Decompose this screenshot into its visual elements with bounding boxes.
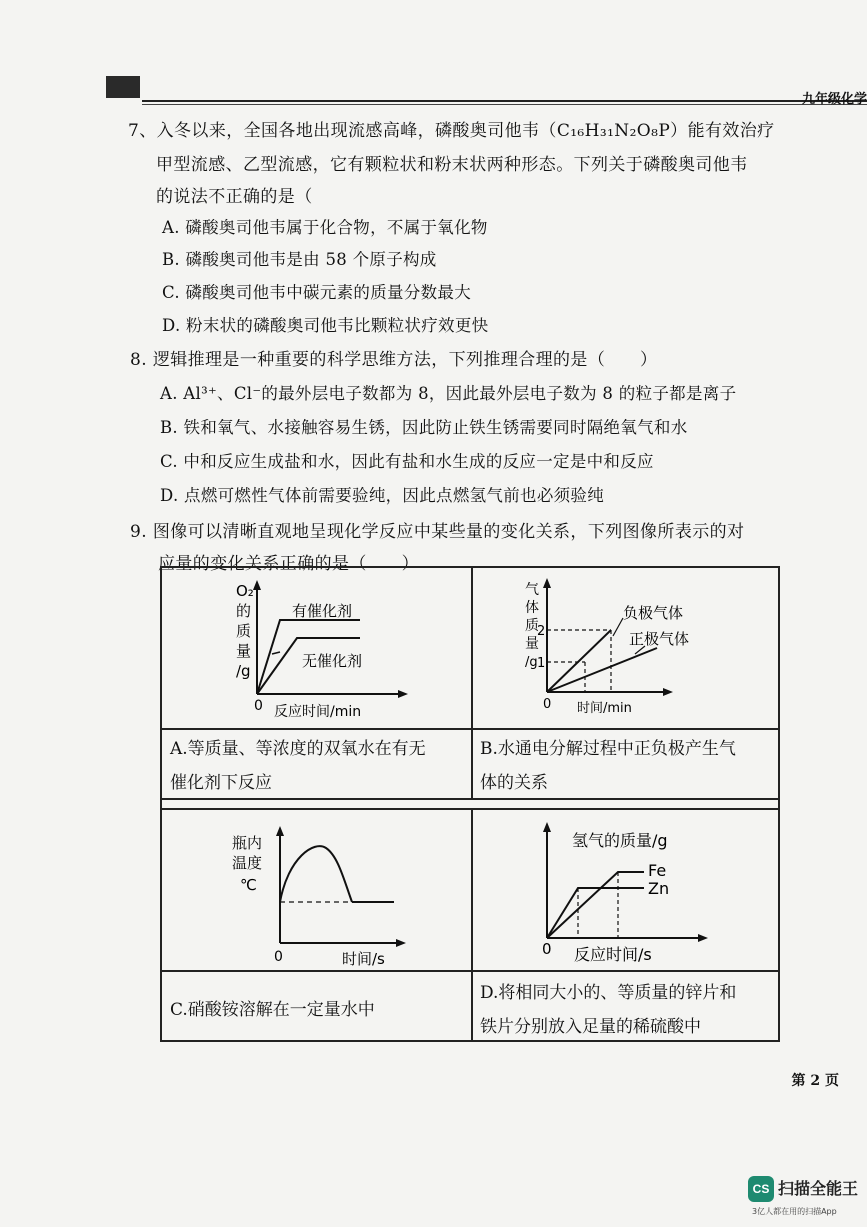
- graph-d-label-fe: Fe: [648, 861, 667, 880]
- graph-d-line-zn: [547, 888, 644, 938]
- graph-d-line-fe: [547, 872, 644, 938]
- graph-b-line-negative: [547, 630, 611, 692]
- header-mark: [106, 76, 140, 98]
- camscanner-tagline: 3亿人都在用的扫描App: [752, 1207, 837, 1216]
- table-divider-top: [471, 568, 473, 800]
- graph-a: [222, 576, 462, 724]
- caption-a-line2: 催化剂下反应: [170, 773, 272, 793]
- graph-b-line-positive: [547, 648, 657, 692]
- graph-a-ylabel-1: 的: [236, 602, 252, 620]
- graph-b-ylabel-2: 质: [525, 618, 539, 634]
- graph-d-origin: 0: [542, 940, 552, 958]
- graph-a-label-catalyst: 有催化剂: [292, 602, 353, 620]
- header-rule-thin: [142, 104, 867, 105]
- q8-option-b: B. 铁和氧气、水接触容易生锈，因此防止铁生锈需要同时隔绝氧气和水: [160, 418, 688, 437]
- graph-c-origin: 0: [274, 949, 283, 965]
- graph-b-ylabel-1: 体: [525, 600, 539, 616]
- graph-d-xlabel: 反应时间/s: [574, 945, 652, 964]
- graph-a-origin: 0: [254, 698, 263, 714]
- header-rule: [142, 100, 867, 102]
- graph-b-tick-2: 2: [537, 624, 546, 639]
- graph-d: [522, 814, 772, 968]
- q7-line2: 甲型流感、乙型流感，它有颗粒状和粉末状两种形态。下列关于磷酸奥司他韦: [156, 155, 748, 175]
- graph-a-ylabel-0: O₂: [236, 582, 254, 600]
- table-rule-1: [162, 728, 778, 730]
- graph-c-ylabel-0: 瓶内: [232, 834, 263, 852]
- graph-b-xlabel: 时间/min: [577, 701, 632, 716]
- graph-a-ylabel-2: 质: [236, 622, 252, 640]
- graph-a-label-no-catalyst: 无催化剂: [302, 652, 363, 670]
- q7-line3: 的说法不正确的是（: [156, 187, 313, 207]
- graph-b-tick-1: 1: [537, 656, 546, 671]
- q8-option-c: C. 中和反应生成盐和水，因此有盐和水生成的反应一定是中和反应: [160, 452, 654, 471]
- caption-b-line1: B.水通电分解过程中正负极产生气: [480, 739, 736, 759]
- graph-d-ylabel: 氢气的质量/g: [572, 831, 668, 850]
- table-divider-bottom: [471, 810, 473, 1042]
- q8-option-d: D. 点燃可燃性气体前需要验纯，因此点燃氢气前也必须验纯: [160, 486, 605, 505]
- graph-c-curve: [280, 846, 352, 902]
- graph-d-label-zn: Zn: [648, 879, 670, 898]
- graph-c: [222, 818, 467, 968]
- table-rule-4: [162, 970, 778, 972]
- graph-table: [160, 566, 780, 1042]
- graph-c-xlabel: 时间/s: [342, 950, 385, 968]
- caption-c: C.硝酸铵溶解在一定量水中: [170, 1000, 375, 1020]
- q9-line2: 应量的变化关系正确的是（ ）: [158, 554, 419, 574]
- graph-a-ylabel-3: 量: [236, 642, 252, 660]
- graph-b-label-positive: 正极气体: [629, 630, 690, 648]
- table-rule-3: [162, 808, 778, 810]
- graph-b-label-negative: 负极气体: [623, 604, 684, 622]
- caption-b-line2: 体的关系: [480, 773, 548, 793]
- graph-b-origin: 0: [543, 697, 552, 712]
- caption-d-line1: D.将相同大小的、等质量的锌片和: [480, 983, 737, 1003]
- camscanner-name: 扫描全能王: [778, 1179, 859, 1198]
- graph-b-ylabel-3: 量: [525, 636, 539, 652]
- graph-a-ylabel-4: /g: [236, 662, 251, 680]
- q7-option-b: B. 磷酸奥司他韦是由 58 个原子构成: [162, 250, 437, 269]
- q7-option-d: D. 粉末状的磷酸奥司他韦比颗粒状疗效更快: [162, 316, 489, 335]
- q7-option-a: A. 磷酸奥司他韦属于化合物，不属于氧化物: [162, 218, 488, 237]
- q8-line1: 8. 逻辑推理是一种重要的科学思维方法，下列推理合理的是（ ）: [130, 350, 658, 370]
- q7-line1: 7、入冬以来，全国各地出现流感高峰，磷酸奥司他韦（C₁₆H₃₁N₂O₈P）能有效治疗: [128, 121, 775, 141]
- graph-b-ylabel-4: /g: [525, 655, 538, 670]
- q7-option-c: C. 磷酸奥司他韦中碳元素的质量分数最大: [162, 283, 472, 302]
- graph-c-ylabel-1: 温度: [232, 854, 263, 872]
- q9-line1: 9. 图像可以清晰直观地呈现化学反应中某些量的变化关系，下列图像所表示的对: [130, 522, 745, 542]
- graph-c-ylabel-2: ℃: [240, 876, 257, 894]
- q8-option-a: A. Al³⁺、Cl⁻的最外层电子数都为 8，因此最外层电子数为 8 的粒子都是离子: [160, 384, 737, 403]
- caption-d-line2: 铁片分别放入足量的稀硫酸中: [480, 1017, 701, 1037]
- camscanner-logo-icon: CS: [748, 1176, 774, 1202]
- caption-a-line1: A.等质量、等浓度的双氧水在有无: [170, 739, 426, 759]
- graph-b: [517, 574, 777, 722]
- page-number: 第 2 页: [791, 1073, 839, 1089]
- graph-a-xlabel: 反应时间/min: [274, 704, 362, 720]
- header-subject: 九年级化学: [801, 92, 867, 107]
- graph-b-ylabel-0: 气: [525, 582, 539, 598]
